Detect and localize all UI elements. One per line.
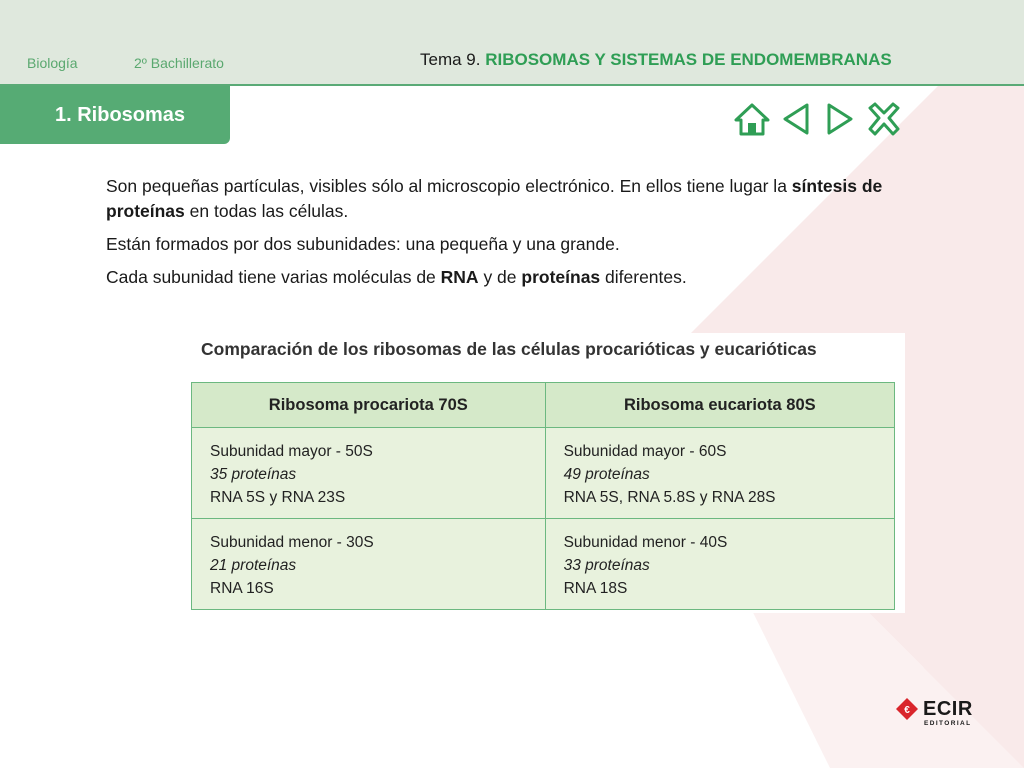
table-row <box>192 428 895 519</box>
comparison-figure <box>188 333 905 613</box>
svg-text:€: € <box>904 705 910 716</box>
paragraph-structure: Están formados por dos subunidades: una pequeña y una grande. <box>106 234 620 254</box>
column-header: Ribosoma eucariota 80S <box>545 383 894 428</box>
cell-line: Subunidad mayor - 50S <box>210 443 373 460</box>
cell-line: Subunidad menor - 40S <box>563 534 728 551</box>
section-tab <box>0 86 230 144</box>
section-title: 1. Ribosomas <box>55 104 186 126</box>
topic-title: RIBOSOMAS Y SISTEMAS DE ENDOMEMBRANAS <box>485 50 892 69</box>
topic-heading <box>420 50 892 70</box>
cell-line: 49 proteínas <box>563 466 650 483</box>
main-text <box>106 174 936 298</box>
cell-line: RNA 16S <box>210 580 274 597</box>
table-header-row <box>192 383 895 428</box>
text-fragment: Cada subunidad tiene varias moléculas de <box>106 267 441 287</box>
table-cell <box>545 428 894 519</box>
text-fragment: y de <box>478 267 522 287</box>
logo-wordmark: ECIR <box>923 698 973 720</box>
cell-line: RNA 18S <box>563 580 628 597</box>
level-label: 2º Bachillerato <box>134 55 224 71</box>
publisher-logo <box>895 696 987 728</box>
cell-line: 33 proteínas <box>563 557 650 574</box>
cell-line: 35 proteínas <box>210 466 297 483</box>
column-header: Ribosoma procariota 70S <box>192 383 546 428</box>
topic-prefix: Tema 9. <box>420 50 481 69</box>
comparison-table <box>191 382 895 610</box>
table-cell <box>545 519 894 610</box>
text-fragment: en todas las células. <box>184 201 349 221</box>
header-bar <box>0 0 1024 84</box>
logo-subtitle: EDITORIAL <box>924 720 972 727</box>
emphasis-text: RNA <box>440 267 479 287</box>
close-icon[interactable] <box>865 99 903 139</box>
cell-line: Subunidad mayor - 60S <box>563 443 727 460</box>
table-row <box>192 519 895 610</box>
subject-label: Biología <box>27 55 78 71</box>
cell-line: 21 proteínas <box>210 557 297 574</box>
paragraph-definition <box>106 174 936 224</box>
text-fragment: Son pequeñas partículas, visibles sólo al microscopio electrónico. En ellos tiene lugar la <box>106 176 792 196</box>
table-caption: Comparación de los ribosomas de las células procarióticas y eucarióticas <box>201 339 817 359</box>
cell-line: RNA 5S, RNA 5.8S y RNA 28S <box>563 489 776 506</box>
emphasis-text: síntesis de proteínas <box>106 176 883 221</box>
cell-line: Subunidad menor - 30S <box>210 534 374 551</box>
text-fragment: diferentes. <box>600 267 687 287</box>
emphasis-text: proteínas <box>521 267 601 287</box>
home-icon[interactable] <box>733 99 771 139</box>
arrow-left-icon[interactable] <box>777 99 815 139</box>
arrow-right-icon[interactable] <box>821 99 859 139</box>
cell-line: RNA 5S y RNA 23S <box>210 489 346 506</box>
table-cell <box>192 428 546 519</box>
paragraph-composition <box>106 265 936 290</box>
navigation-controls <box>733 99 903 139</box>
table-cell <box>192 519 546 610</box>
